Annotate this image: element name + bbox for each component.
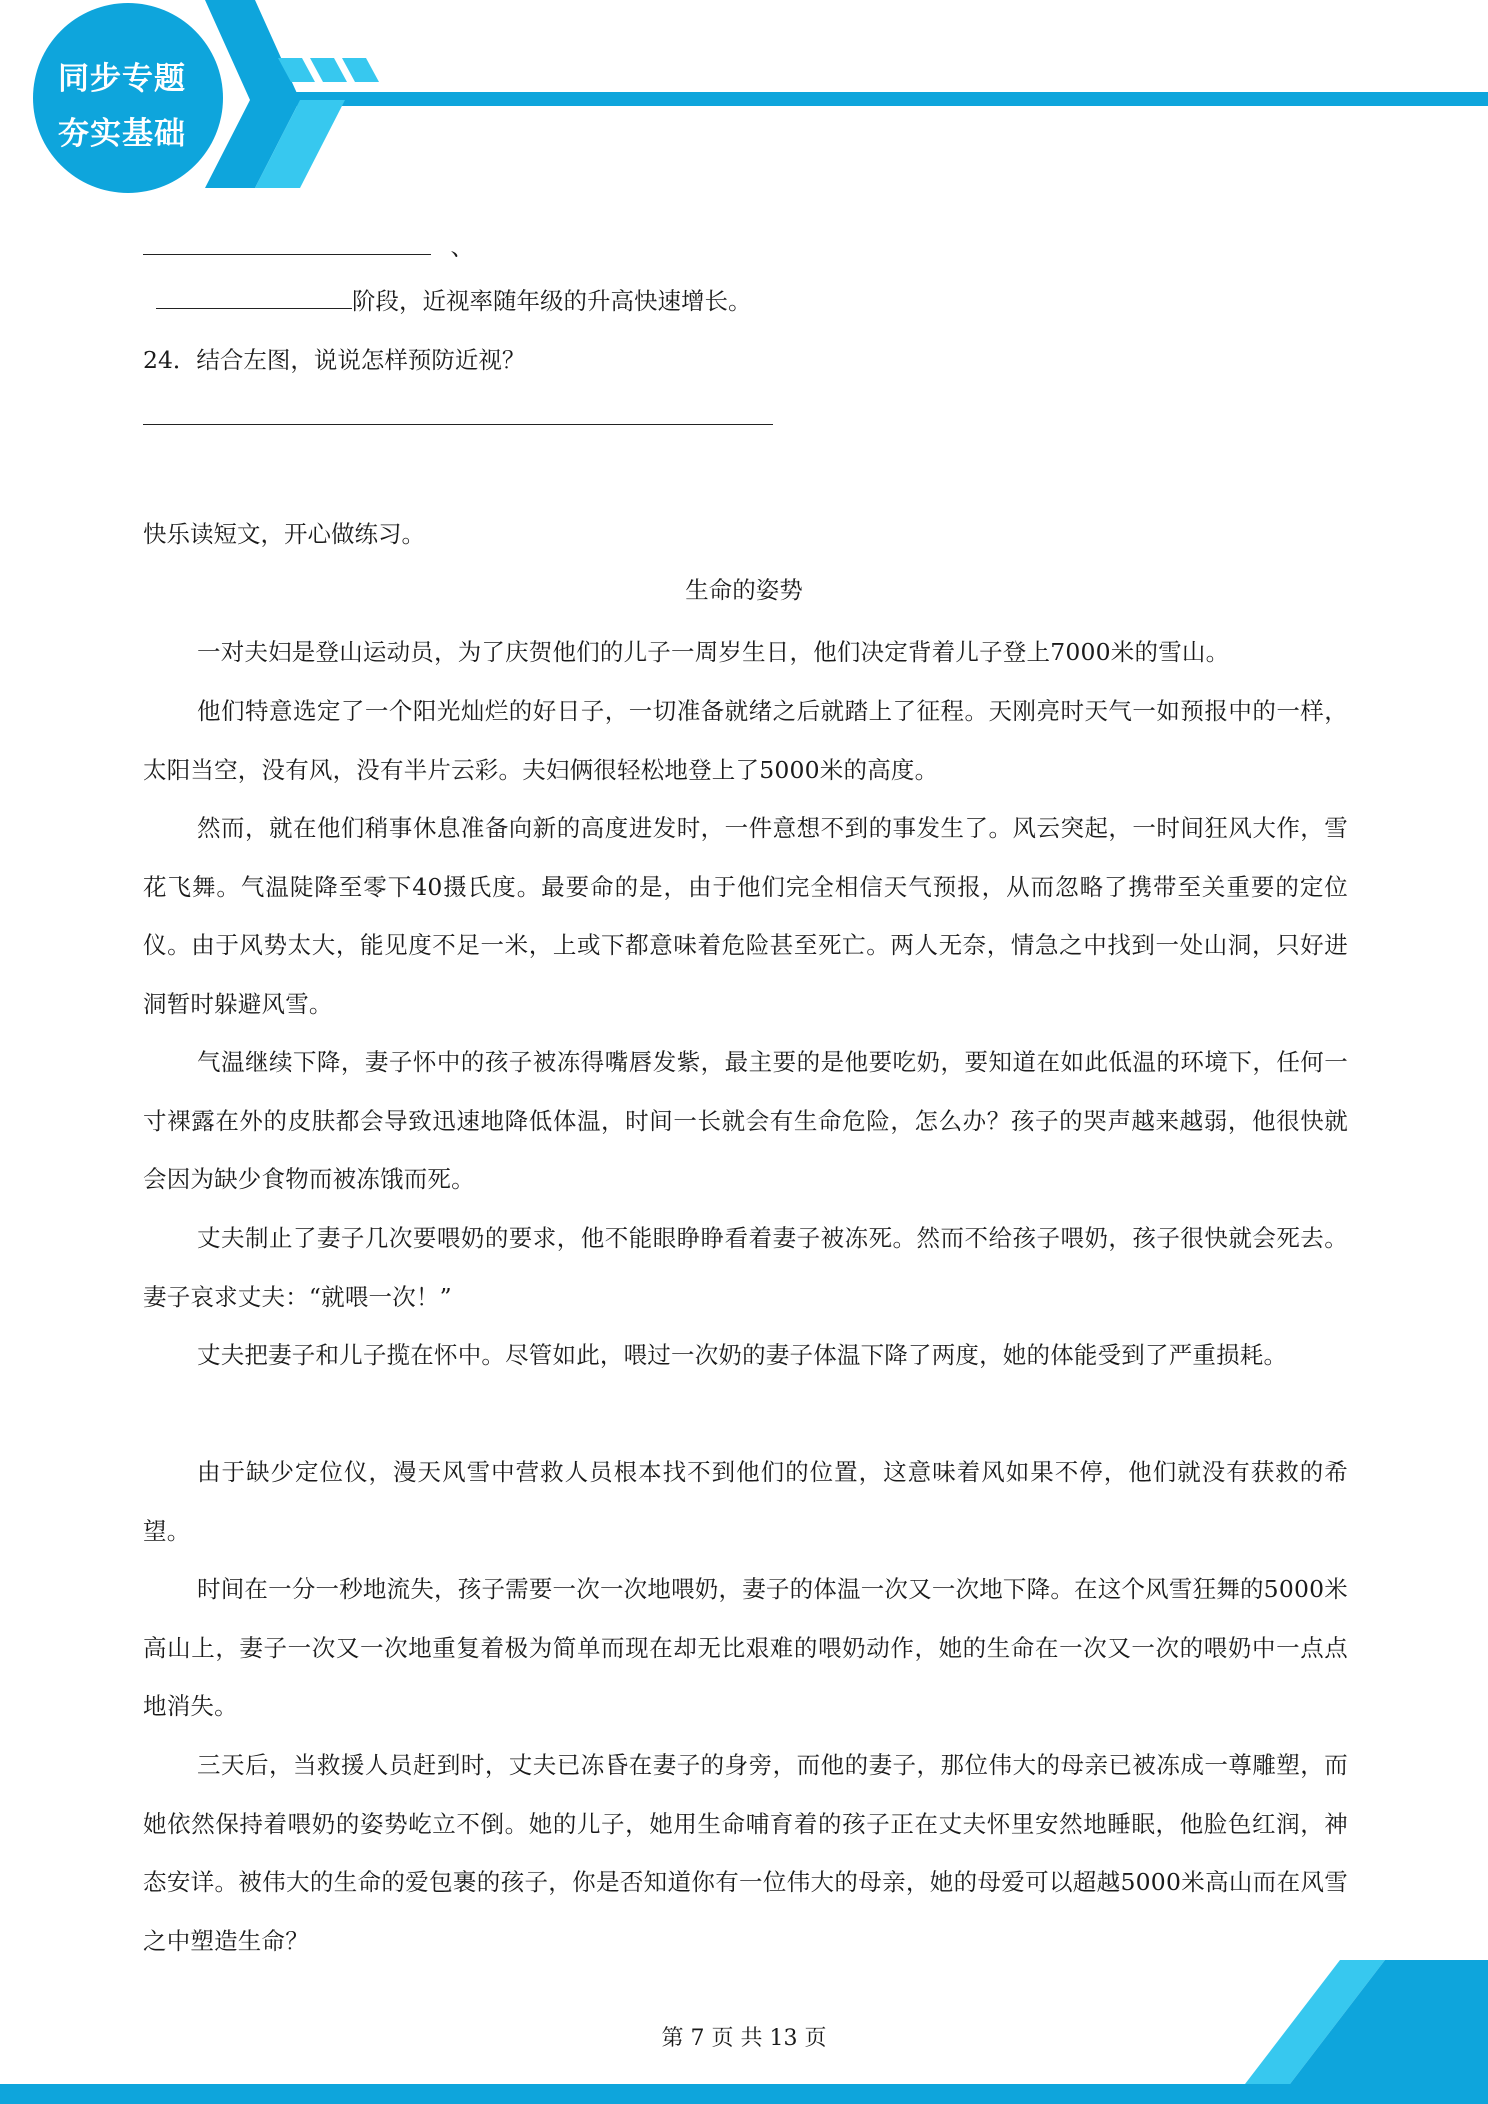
paragraph-9: 三天后，当救援人员赶到时，丈夫已冻昏在妻子的身旁，而他的妻子，那位伟大的母亲已被冻成一尊雕塑，而她依然保持着喂奶的姿势屹立不倒。她的儿子，她用生命哺育着的孩子正在丈夫怀里安然地睡眠，他脸色红润，神态安详。被伟大的生命的爱包裹的孩子，你是否知道你有一位伟大的母亲，她的母爱可以超越5000米高山而在风雪之中塑造生命？ xyxy=(143,1751,1348,1955)
answer-blank[interactable] xyxy=(143,232,431,255)
footer-bar xyxy=(0,2084,1488,2104)
badge-line-1: 同步专题 xyxy=(58,61,186,97)
paragraph-5: 丈夫制止了妻子几次要喂奶的要求，他不能眼睁睁看着妻子被冻死。然而不给孩子喂奶，孩子很快就会死去。妻子哀求丈夫：“就喂一次！” xyxy=(143,1224,1348,1311)
section-intro: 快乐读短文，开心做练习。 xyxy=(143,520,425,548)
answer-line-2 xyxy=(156,284,752,318)
answer-blank[interactable] xyxy=(156,286,352,309)
badge-line-2: 夯实基础 xyxy=(58,116,186,152)
paragraph-7: 由于缺少定位仪，漫天风雪中营救人员根本找不到他们的位置，这意味着风如果不停，他们就没有获救的希望。 xyxy=(143,1458,1348,1545)
question-24: 24．结合左图，说说怎样预防近视？ xyxy=(143,346,526,374)
header-bar xyxy=(270,92,1488,106)
header-banner xyxy=(0,0,1488,200)
answer-line-2-text: 阶段，近视率随年级的升高快速增长。 xyxy=(352,287,752,315)
page-number: 第 7 页 共 13 页 xyxy=(661,2026,827,2051)
header-stripe-2 xyxy=(310,58,347,82)
article-title: 生命的姿势 xyxy=(685,576,803,604)
paragraph-2: 他们特意选定了一个阳光灿烂的好日子，一切准备就绪之后就踏上了征程。天刚亮时天气一如预报中的一样，太阳当空，没有风，没有半片云彩。夫妇俩很轻松地登上了5000米的高度。 xyxy=(143,697,1348,784)
paragraph-8: 时间在一分一秒地流失，孩子需要一次一次地喂奶，妻子的体温一次又一次地下降。在这个风雪狂舞的5000米高山上，妻子一次又一次地重复着极为简单而现在却无比艰难的喂奶动作，她的生命在一次又一次的喂奶中一点点地消失。 xyxy=(143,1575,1348,1720)
answer-line-1-tail: 、 xyxy=(450,233,474,261)
header-badge xyxy=(36,52,208,162)
answer-line-1 xyxy=(143,230,474,264)
answer-line-3 xyxy=(143,400,773,434)
paragraph-1: 一对夫妇是登山运动员，为了庆贺他们的儿子一周岁生日，他们决定背着儿子登上7000米的雪山。 xyxy=(197,638,1230,666)
paragraph-4: 气温继续下降，妻子怀中的孩子被冻得嘴唇发紫，最主要的是他要吃奶，要知道在如此低温的环境下，任何一寸裸露在外的皮肤都会导致迅速地降低体温，时间一长就会有生命危险，怎么办？孩子的哭声越来越弱，他很快就会因为缺少食物而被冻饿而死。 xyxy=(143,1048,1348,1193)
header-stripe-3 xyxy=(342,58,379,82)
paragraph-6: 丈夫把妻子和儿子揽在怀中。尽管如此，喂过一次奶的妻子体温下降了两度，她的体能受到了严重损耗。 xyxy=(197,1341,1288,1369)
answer-blank[interactable] xyxy=(143,402,773,425)
paragraph-3: 然而，就在他们稍事休息准备向新的高度进发时，一件意想不到的事发生了。风云突起，一时间狂风大作，雪花飞舞。气温陡降至零下40摄氏度。最要命的是，由于他们完全相信天气预报，从而忽略了携带至关重要的定位仪。由于风势太大，能见度不足一米，上或下都意味着危险甚至死亡。两人无奈，情急之中找到一处山洞，只好进洞暂时躲避风雪。 xyxy=(143,814,1348,1018)
